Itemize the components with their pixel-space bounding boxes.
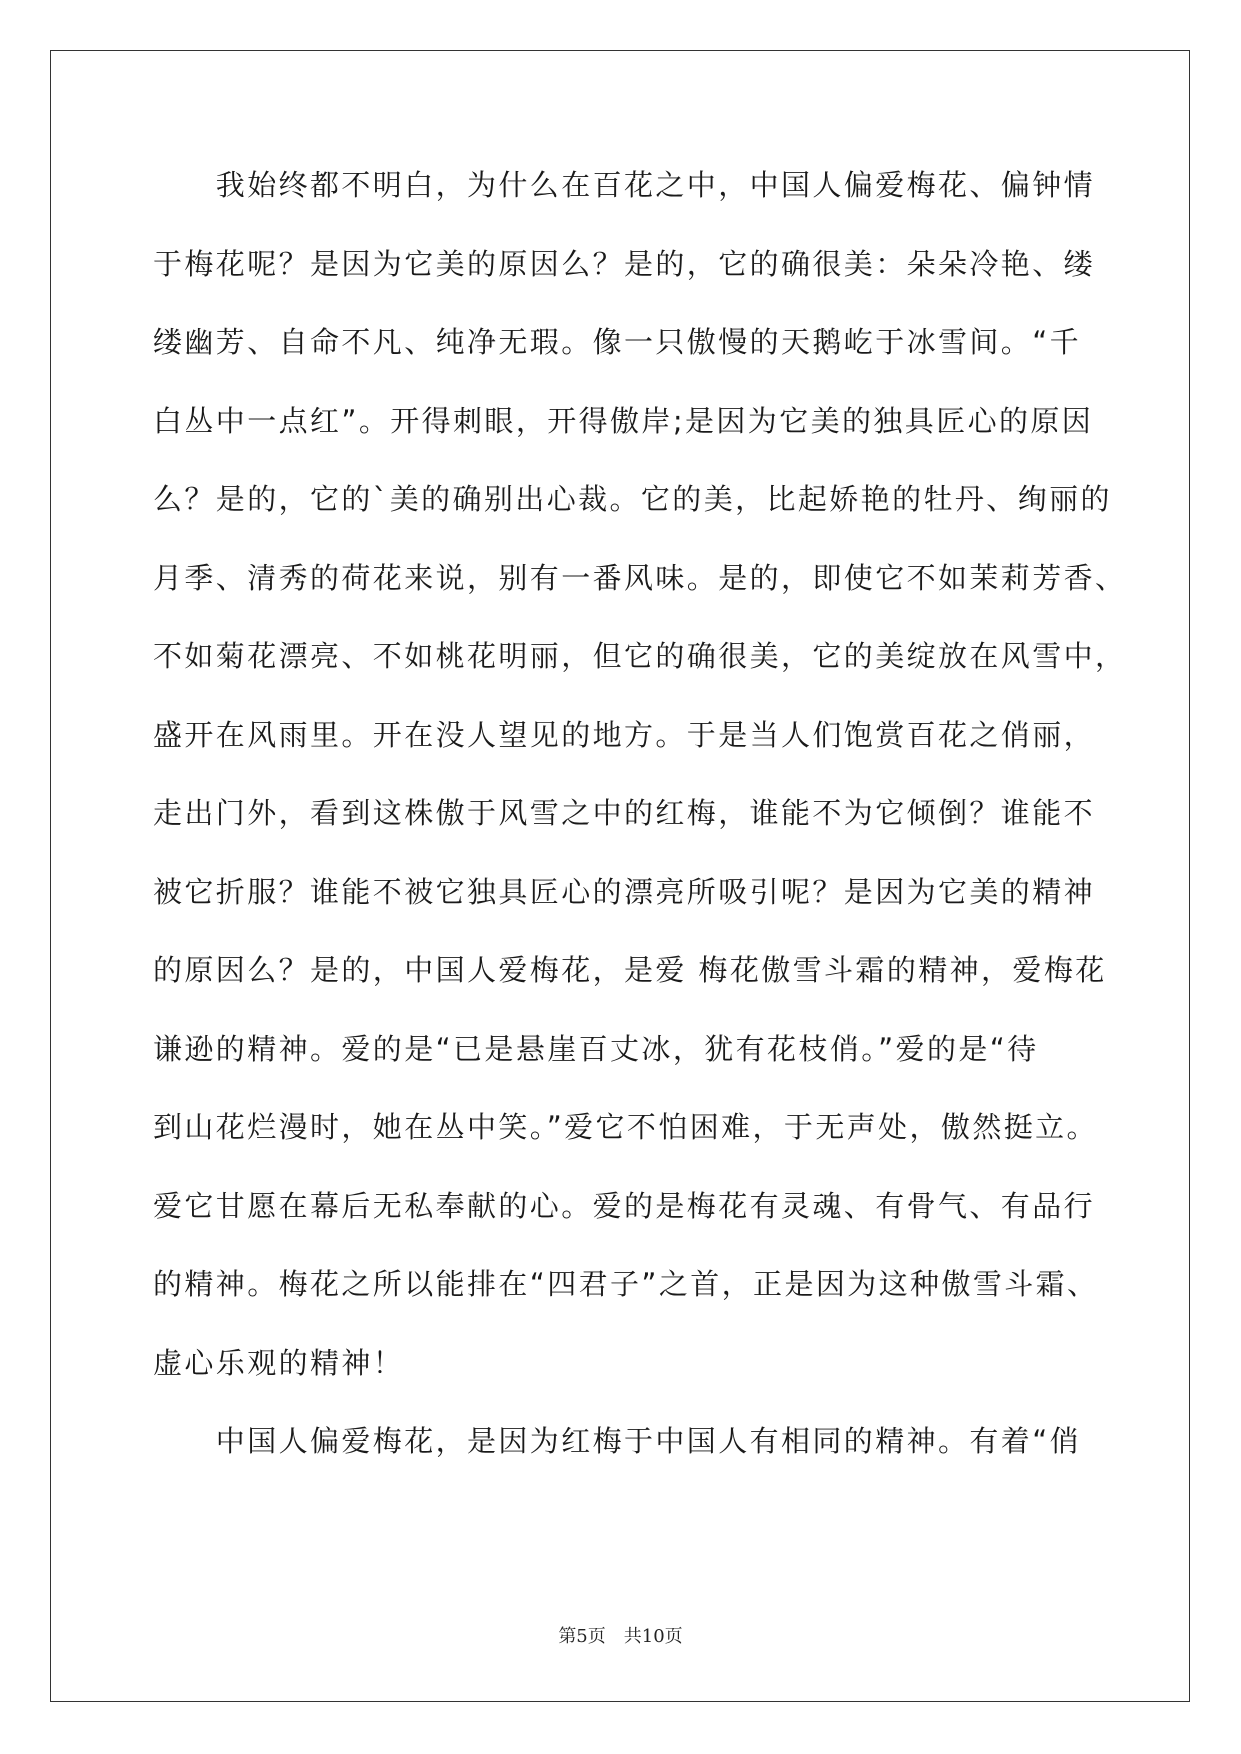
text-line: 的原因么？是的，中国人爱梅花，是爱 梅花傲雪斗霜的精神，爱梅花 xyxy=(153,953,1107,987)
text-line: 中国人偏爱梅花，是因为红梅于中国人有相同的精神。有着“俏 xyxy=(153,1424,1082,1458)
text-line: 于梅花呢？是因为它美的原因么？是的，它的确很美：朵朵冷艳、缕 xyxy=(153,246,1096,281)
text-line: 到山花烂漫时，她在丛中笑。”爱它不怕困难，于无声处，傲然挺立。 xyxy=(153,1110,1098,1144)
text-line: 不如菊花漂亮、不如桃花明丽，但它的确很美，它的美绽放在风雪中， xyxy=(153,639,1127,673)
document-body xyxy=(153,160,1127,1495)
text-line: 么？是的，它的`美的确别出心裁。它的美，比起娇艳的牡丹、绚丽的 xyxy=(153,482,1112,516)
text-line: 缕幽芳、自命不凡、纯净无瑕。像一只傲慢的天鹅屹于冰雪间。“千 xyxy=(153,325,1082,359)
page-number-footer: 第5页 共10页 xyxy=(558,1626,683,1647)
text-line: 月季、清秀的荷花来说，别有一番风味。是的，即使它不如茉莉芳香、 xyxy=(153,560,1127,595)
text-line: 走出门外，看到这株傲于风雪之中的红梅，谁能不为它倾倒？谁能不 xyxy=(153,796,1096,830)
text-line: 谦逊的精神。爱的是“已是悬崖百丈冰，犹有花枝俏。”爱的是“待 xyxy=(153,1031,1039,1066)
text-line: 被它折服？谁能不被它独具匠心的漂亮所吸引呢？是因为它美的精神 xyxy=(153,874,1096,909)
text-line: 虚心乐观的精神！ xyxy=(153,1345,405,1380)
text-line: 爱它甘愿在幕后无私奉献的心。爱的是梅花有灵魂、有骨气、有品行 xyxy=(153,1188,1096,1223)
text-line: 的精神。梅花之所以能排在“四君子”之首，正是因为这种傲雪斗霜、 xyxy=(153,1267,1099,1301)
text-line: 白丛中一点红”。开得刺眼，开得傲岸;是因为它美的独具匠心的原因 xyxy=(153,403,1094,438)
text-line: 我始终都不明白，为什么在百花之中，中国人偏爱梅花、偏钟情 xyxy=(153,168,1096,202)
text-line: 盛开在风雨里。开在没人望见的地方。于是当人们饱赏百花之俏丽， xyxy=(153,717,1096,752)
